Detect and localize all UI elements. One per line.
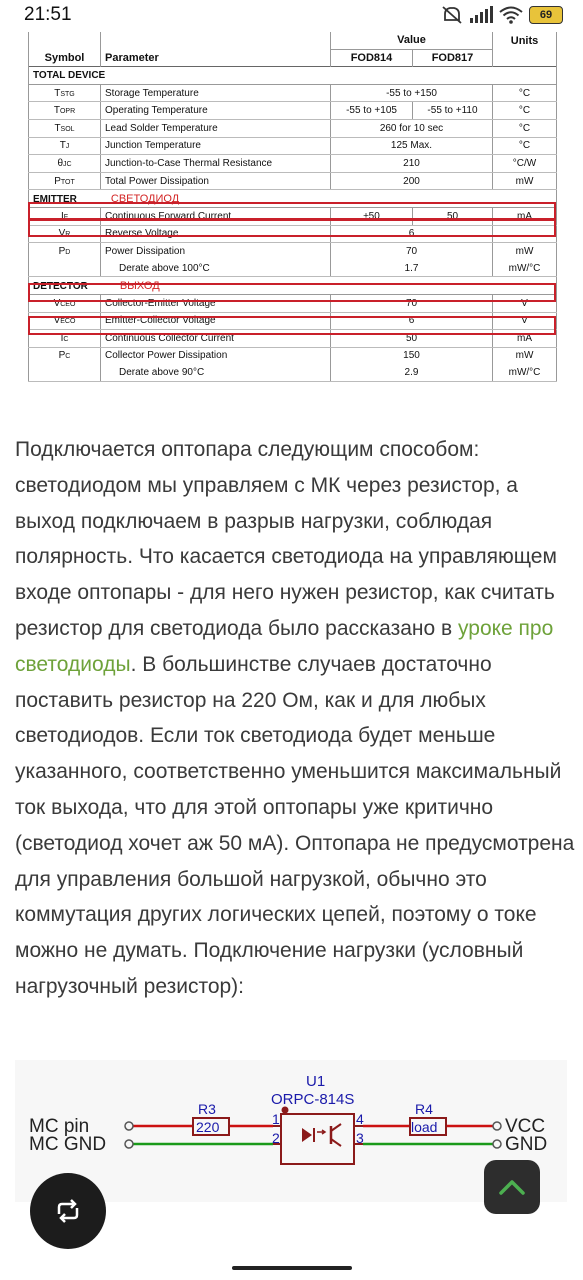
do-not-disturb-off-icon — [441, 5, 463, 25]
table-row: VCEO Collector-Emitter Voltage 70 V — [29, 294, 557, 312]
header-row-1 — [29, 32, 557, 49]
table-row: TSTG Storage Temperature -55 to +150 °C — [29, 84, 557, 102]
scroll-to-top-button[interactable] — [484, 1160, 540, 1214]
pin4-label: 4 — [356, 1111, 364, 1127]
table-row: TJ Junction Temperature 125 Max. °C — [29, 137, 557, 155]
status-icons — [441, 5, 563, 25]
header-row-2 — [29, 49, 557, 67]
emitter-note: СВЕТОДИОД — [110, 192, 180, 205]
section-total-device: TOTAL DEVICE — [29, 67, 557, 85]
table-row: TOPR Operating Temperature -55 to +105 -55 to +110 °C — [29, 102, 557, 120]
symbol-header: Symbol — [29, 49, 101, 67]
gesture-nav-bar[interactable] — [232, 1266, 352, 1270]
fod817-header: FOD817 — [413, 49, 493, 67]
fod814-header: FOD814 — [331, 49, 413, 67]
led-lesson-link[interactable]: уроке про светодиоды — [15, 616, 554, 676]
vcc-label: VCC — [505, 1116, 546, 1137]
table-row: TSOL Lead Solder Temperature 260 for 10 sec °C — [29, 119, 557, 137]
pin3-label: 3 — [356, 1130, 364, 1146]
highlight-reverse-voltage — [28, 218, 556, 237]
r3-label: R3 — [198, 1101, 216, 1117]
mc-pin-label: MC pin — [29, 1116, 90, 1137]
highlight-collector-emitter-voltage — [28, 283, 556, 302]
table-row: PD Power Dissipation 70 mW — [29, 243, 557, 260]
table-row: VR Reverse Voltage 6 — [29, 225, 557, 243]
table-row: Derate above 90°C 2.9 mW/°C — [29, 364, 557, 381]
r4-value: load — [411, 1119, 438, 1135]
optocoupler-u1 — [281, 1114, 354, 1164]
table-row: θJC Junction-to-Case Thermal Resistance 210 °C/W — [29, 155, 557, 173]
gnd-label: GND — [505, 1134, 548, 1155]
pin1-label: 1 — [272, 1111, 280, 1127]
repost-button[interactable] — [30, 1173, 106, 1249]
chevron-up-icon — [498, 1178, 526, 1196]
highlight-collector-current — [28, 316, 556, 335]
detector-note: ВЫХОД — [119, 279, 160, 292]
r3-value: 220 — [196, 1119, 220, 1135]
signal-icon — [469, 6, 493, 24]
parameter-header: Parameter — [101, 49, 331, 67]
table-row: PC Collector Power Dissipation 150 mW — [29, 347, 557, 364]
battery-icon: 69 — [529, 6, 563, 24]
units-header: Units — [493, 32, 557, 49]
repost-icon — [54, 1199, 82, 1223]
value-header: Value — [331, 32, 493, 49]
table-row: PTOT Total Power Dissipation 200 mW — [29, 172, 557, 190]
table-row: VECO Emitter-Collector Voltage 6 V — [29, 312, 557, 330]
pin2-label: 2 — [272, 1130, 280, 1146]
article-text-2: . В большинстве случаев достаточно поставить резистор на 220 Ом, как и для любых светодиодов. Если ток светодиода будет меньше указанного, соответственно уменьшится максимальный ток выхода, что для этой оптопары уже критично (светодиод хочет аж 50 мА). Оптопара не предусмотрена для управления большой нагрузкой, обычно это коммутация других логических цепей, поэтому о токе можно не думать. Подключение нагрузки (условный нагрузочный резистор): — [15, 652, 575, 998]
mc-gnd-label: MC GND — [29, 1134, 107, 1155]
section-detector: DETECTOR ВЫХОД — [29, 277, 557, 295]
article-text-1: Подключается оптопара следующим способом: светодиодом мы управляем с МК через резистор, а выход подключаем в разрыв нагрузки, соблюдая полярность. Что касается светодиода на управляющем входе оптопары - для него нужен резистор, как считать резистор для светодиода было рассказано в — [15, 438, 557, 640]
datasheet-image — [28, 32, 556, 379]
table-row: IC Continuous Collector Current 50 mA — [29, 330, 557, 348]
r4-label: R4 — [415, 1101, 433, 1117]
status-bar — [0, 0, 583, 32]
wifi-icon — [499, 6, 523, 24]
status-time: 21:51 — [24, 4, 72, 25]
u1-label: U1 — [306, 1073, 326, 1090]
table-row: IF Continuous Forward Current ±50 50 mA — [29, 207, 557, 225]
table-row: Derate above 100°C 1.7 mW/°C — [29, 260, 557, 277]
article-paragraph — [15, 432, 575, 1005]
part-label: ORPC-814S — [271, 1091, 355, 1108]
section-emitter: EMITTER СВЕТОДИОД — [29, 190, 557, 208]
